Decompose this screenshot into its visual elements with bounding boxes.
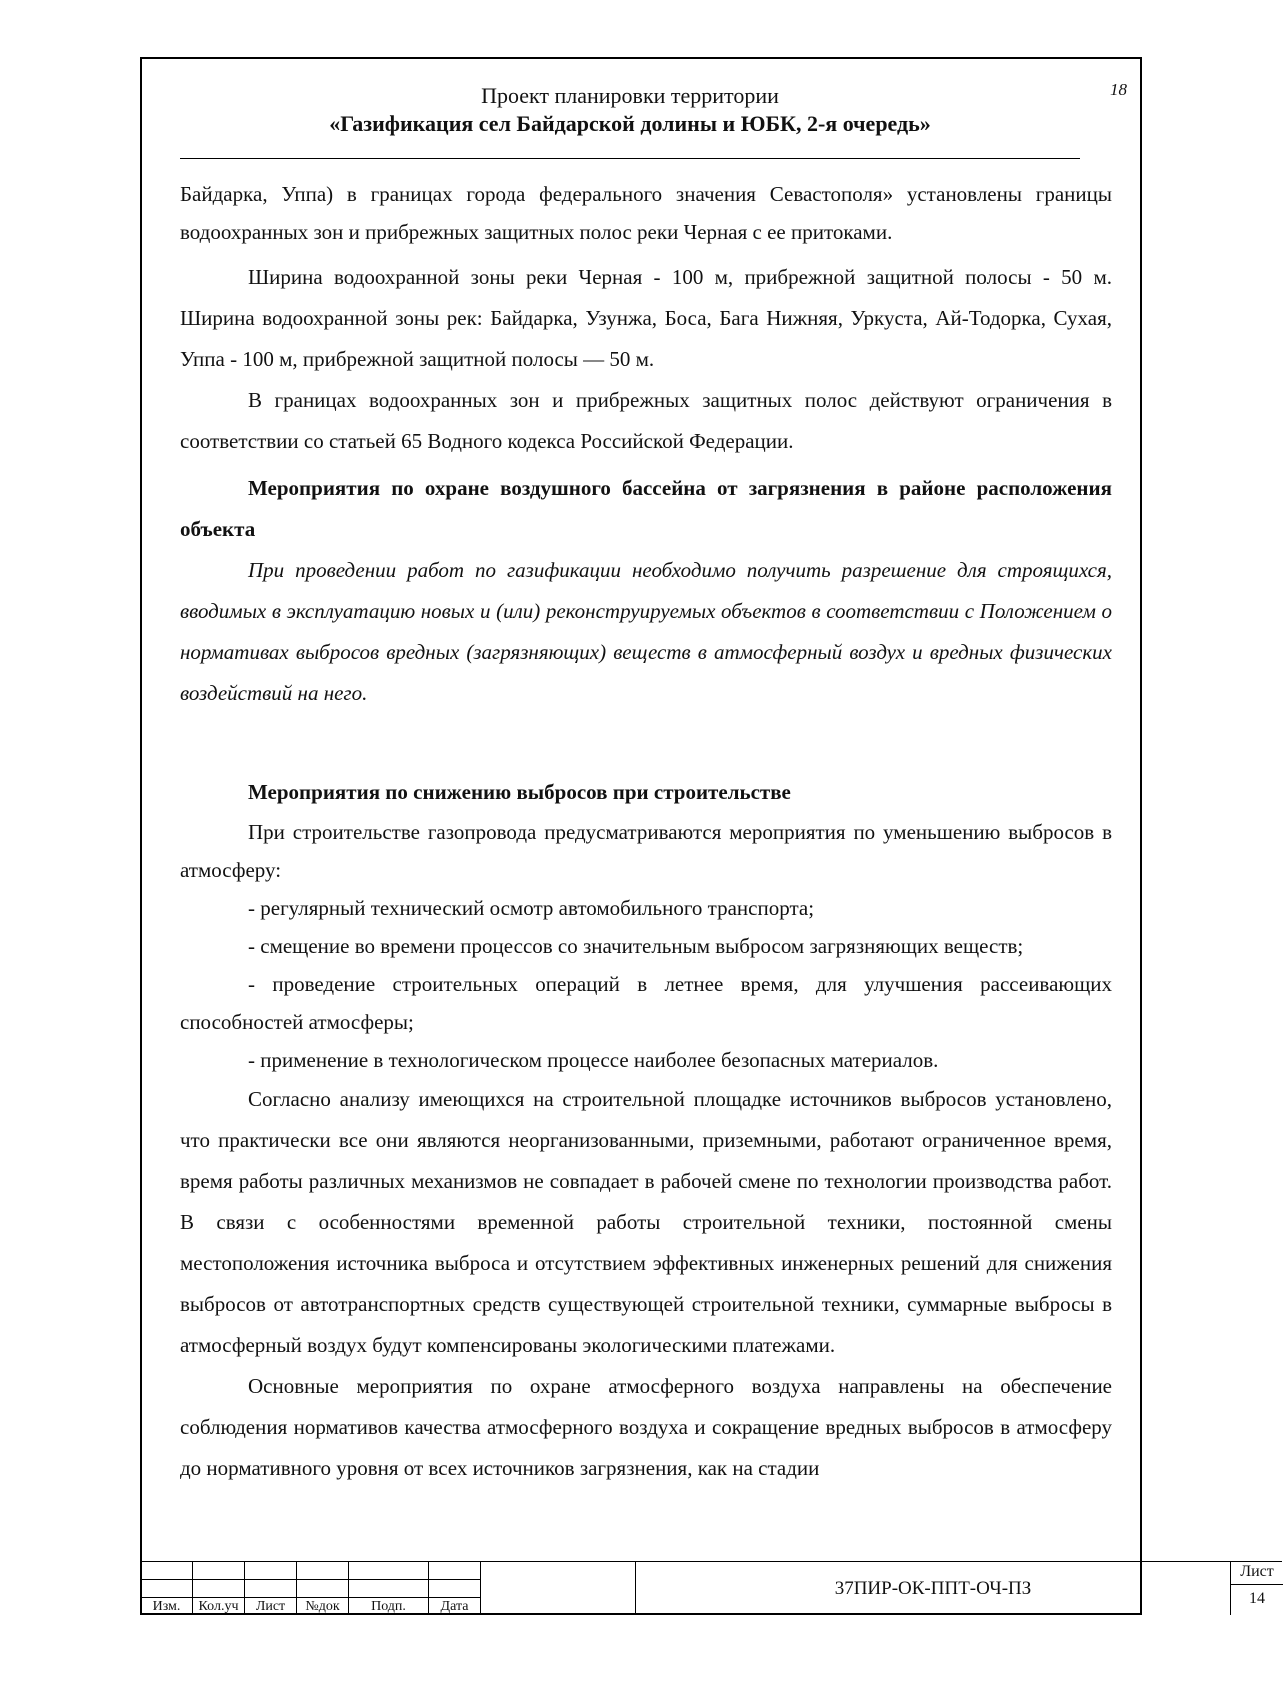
stamp-cell: [428, 1579, 480, 1597]
paragraph-6: Согласно анализу имеющихся на строительной площадке источников выбросов установлено, что практически все они являются неорганизованными, приземными, работают ограниченное время, время работы различных механизмов не совпадает в рабочей смене по технологии производства работ. В связи с особенностями временной работы строительной техники, постоянной смены местоположения источника выброса и отсутствием эффективных инженерных решений для снижения выбросов от автотранспортных средств существующей строительной техники, суммарные выбросы в атмосферный воздух будут компенсированы экологическими платежами.: [180, 1087, 1112, 1357]
bullet-item: - проведение строительных операций в летнее время, для улучшения рассеивающих способностей атмосферы;: [180, 972, 1112, 1034]
section-heading-emissions: Мероприятия по снижению выбросов при строительстве: [248, 780, 791, 804]
stamp-cell: [244, 1579, 296, 1597]
section-heading-air-pool: Мероприятия по охране воздушного бассейна от загрязнения в районе расположения объекта: [180, 476, 1112, 541]
header-line-2: «Газификация сел Байдарской долины и ЮБК, 2-я очередь»: [329, 111, 931, 136]
stamp-cell: [480, 1561, 635, 1615]
stamp-label-list: Лист: [244, 1597, 296, 1615]
stamp-cell: [348, 1579, 428, 1597]
sheet-box: [1230, 1561, 1282, 1615]
paragraph-1: Байдарка, Уппа) в границах города федерального значения Севастополя» установлены границы водоохранных зон и прибрежных защитных полос реки Черная с ее притоками.: [180, 182, 1112, 244]
header-line-1: Проект планировки территории: [481, 83, 779, 108]
stamp-cell: [348, 1561, 428, 1579]
stamp-cell: [192, 1579, 244, 1597]
stamp-cell: [140, 1579, 192, 1597]
bullet-item: - применение в технологическом процессе наиболее безопасных материалов.: [248, 1048, 939, 1072]
document-body: [180, 175, 1112, 1489]
stamp-cell: [428, 1561, 480, 1579]
sheet-number: 14: [1249, 1590, 1265, 1607]
bullet-item: - смещение во времени процессов со значительным выбросом загрязняющих веществ;: [248, 934, 1024, 958]
paragraph-7: Основные мероприятия по охране атмосферного воздуха направлены на обеспечение соблюдения нормативов качества атмосферного воздуха и сокращение вредных выбросов в атмосферу до нормативного уровня от всех источников загрязнения, как на стадии: [180, 1374, 1112, 1480]
bullet-item: - регулярный технический осмотр автомобильного транспорта;: [248, 896, 815, 920]
stamp-cell: [192, 1561, 244, 1579]
sheet-divider: [1231, 1584, 1283, 1585]
stamp-label-ndok: №док: [296, 1597, 348, 1615]
paragraph-2: Ширина водоохранной зоны реки Черная - 100 м, прибрежной защитной полосы - 50 м. Ширина водоохранной зоны рек: Байдарка, Узунжа, Боса, Бага Нижняя, Уркуста, Ай-Тодорка, Сухая, Уппа - 100 м, прибрежной защитной полосы — 50 м.: [180, 265, 1112, 371]
document-code: 37ПИР-ОК-ППТ-ОЧ-ПЗ: [635, 1561, 1230, 1615]
page-corner-number: 18: [1110, 80, 1127, 99]
header-divider: [180, 158, 1080, 159]
title-block: [140, 1561, 1274, 1615]
stamp-label-izm: Изм.: [140, 1597, 192, 1615]
paragraph-4-italic: При проведении работ по газификации необходимо получить разрешение для строящихся, вводимых в эксплуатацию новых и (или) реконструируемых объектов в соответствии с Положением о нормативах выбросов вредных (загрязняющих) веществ в атмосферный воздух и вредных физических воздействий на него.: [180, 558, 1112, 705]
stamp-cell: [296, 1561, 348, 1579]
stamp-label-kol-uch: Кол.уч: [192, 1597, 244, 1615]
stamp-label-podp: Подп.: [348, 1597, 428, 1615]
stamp-cell: [244, 1561, 296, 1579]
stamp-cell: [296, 1579, 348, 1597]
sheet-label: Лист: [1240, 1563, 1274, 1580]
document-header: [180, 82, 1080, 138]
stamp-label-data: Дата: [428, 1597, 480, 1615]
stamp-cell: [140, 1561, 192, 1579]
paragraph-3: В границах водоохранных зон и прибрежных защитных полос действуют ограничения в соответствии со статьей 65 Водного кодекса Российской Федерации.: [180, 388, 1112, 453]
paragraph-5: При строительстве газопровода предусматриваются мероприятия по уменьшению выбросов в атмосферу:: [180, 820, 1112, 882]
